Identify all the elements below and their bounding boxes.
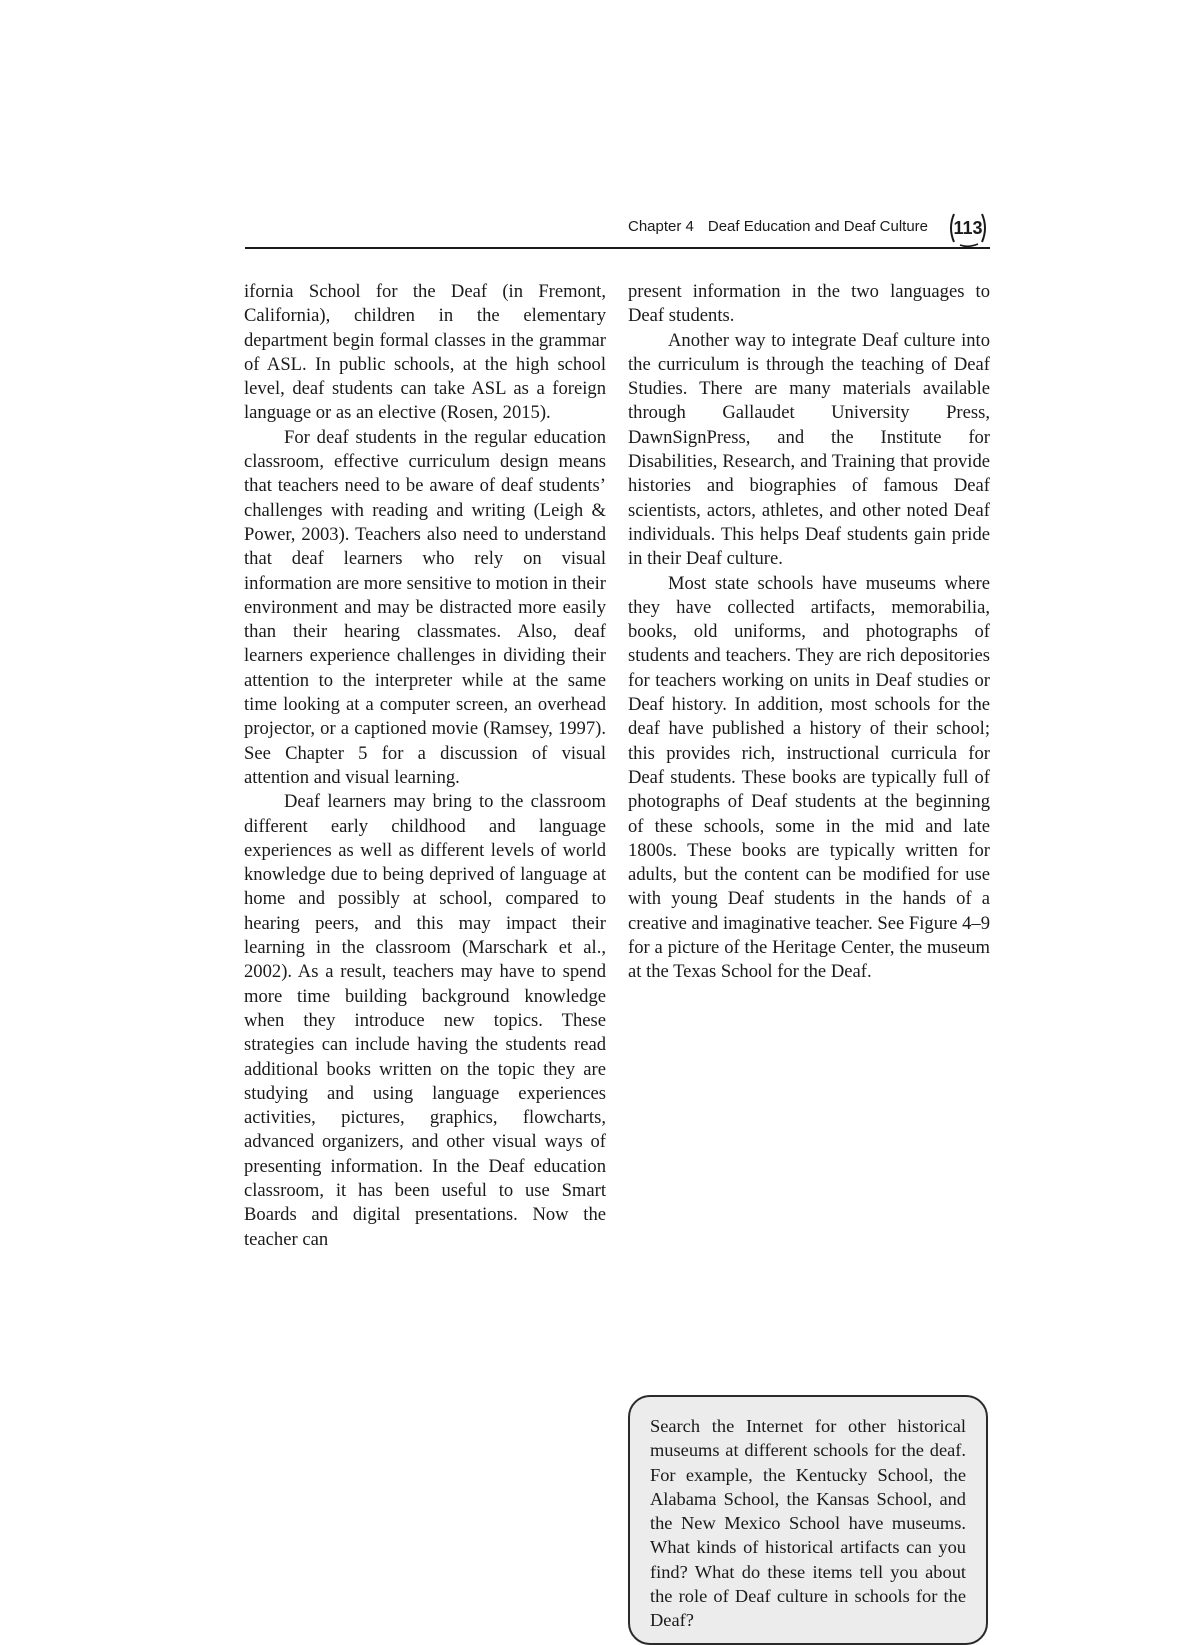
body-paragraph: For deaf students in the regular education classroom, effective curriculum design means that teachers need to be aware of deaf students’ challenges with reading and writing (Leigh & Power, 2003). Teachers also need to understand that deaf learners who rely on visual information are more sensitive to motion in their environment and may be distracted more easily than their hearing classmates. Also, deaf learners experience challenges in dividing their attention to the interpreter while at the same time looking at a computer screen, an overhead projector, or a captioned movie (Ramsey, 1997). See Chapter 5 for a discussion of visual attention and visual learning. [244, 426, 606, 788]
running-header [245, 205, 990, 250]
chapter-label: Chapter 4 [627, 218, 694, 235]
activity-box [628, 1395, 988, 1645]
header-text [628, 218, 928, 235]
body-paragraph: Another way to integrate Deaf culture into the curriculum is through the teaching of Deaf Studies. There are many materials available through Gallaudet University Press, DawnSignPress, and the Institute for Disabilities, Research, and Training that provide histories and biographies of famous Deaf scientists, actors, athletes, and other noted Deaf individuals. This helps Deaf students gain pride in their Deaf culture. [628, 329, 990, 570]
page-number: 113 [953, 217, 983, 238]
body-paragraph: Most state schools have museums where they have collected artifacts, memorabilia, books, old uniforms, and photographs of students and teachers. They are rich depositories for teachers working on units in Deaf studies or Deaf history. In addition, most schools for the deaf have published a history of their school; this provides rich, instructional curricula for Deaf students. These books are typically full of photographs of Deaf students at the beginning of these schools, some in the mid and late 1800s. These books are typically written for adults, but the content can be modified for use with young Deaf students in the hands of a creative and imaginative teacher. See Figure 4–9 for a picture of the Heritage Center, the museum at the Texas School for the Deaf. [628, 572, 990, 983]
page-number-badge [946, 208, 990, 248]
body-paragraph: present information in the two languages to Deaf students. [628, 281, 990, 327]
body-paragraph: ifornia School for the Deaf (in Fremont, California), children in the elementary department begin formal classes in the grammar of ASL. In public schools, at the high school level, deaf students can take ASL as a foreign language or as an elective (Rosen, 2015). [244, 281, 606, 424]
left-column [244, 280, 606, 1252]
activity-text: Search the Internet for other historical museums at different schools for the deaf. For example, the Kentucky School, the Alabama School, the Kansas School, and the New Mexico School have museums. What kinds of historical artifacts can you find? What do these items tell you about the role of Deaf culture in schools for the Deaf? [650, 1416, 966, 1631]
right-column [628, 280, 990, 985]
header-rule [245, 247, 990, 249]
chapter-title: Deaf Education and Deaf Culture [707, 218, 928, 235]
body-paragraph: Deaf learners may bring to the classroom different early childhood and language experiences as well as different levels of world knowledge due to being deprived of language at home and possibly at school, compared to hearing peers, and this may impact their learning in the classroom (Marschark et al., 2002). As a result, teachers may have to spend more time building background knowledge when they introduce new topics. These strategies can include having the students read additional books written on the topic they are studying and using language experiences activities, pictures, graphics, flowcharts, advanced organizers, and other visual ways of presenting information. In the Deaf education classroom, it has been useful to use Smart Boards and digital presentations. Now the teacher can [244, 791, 606, 1250]
